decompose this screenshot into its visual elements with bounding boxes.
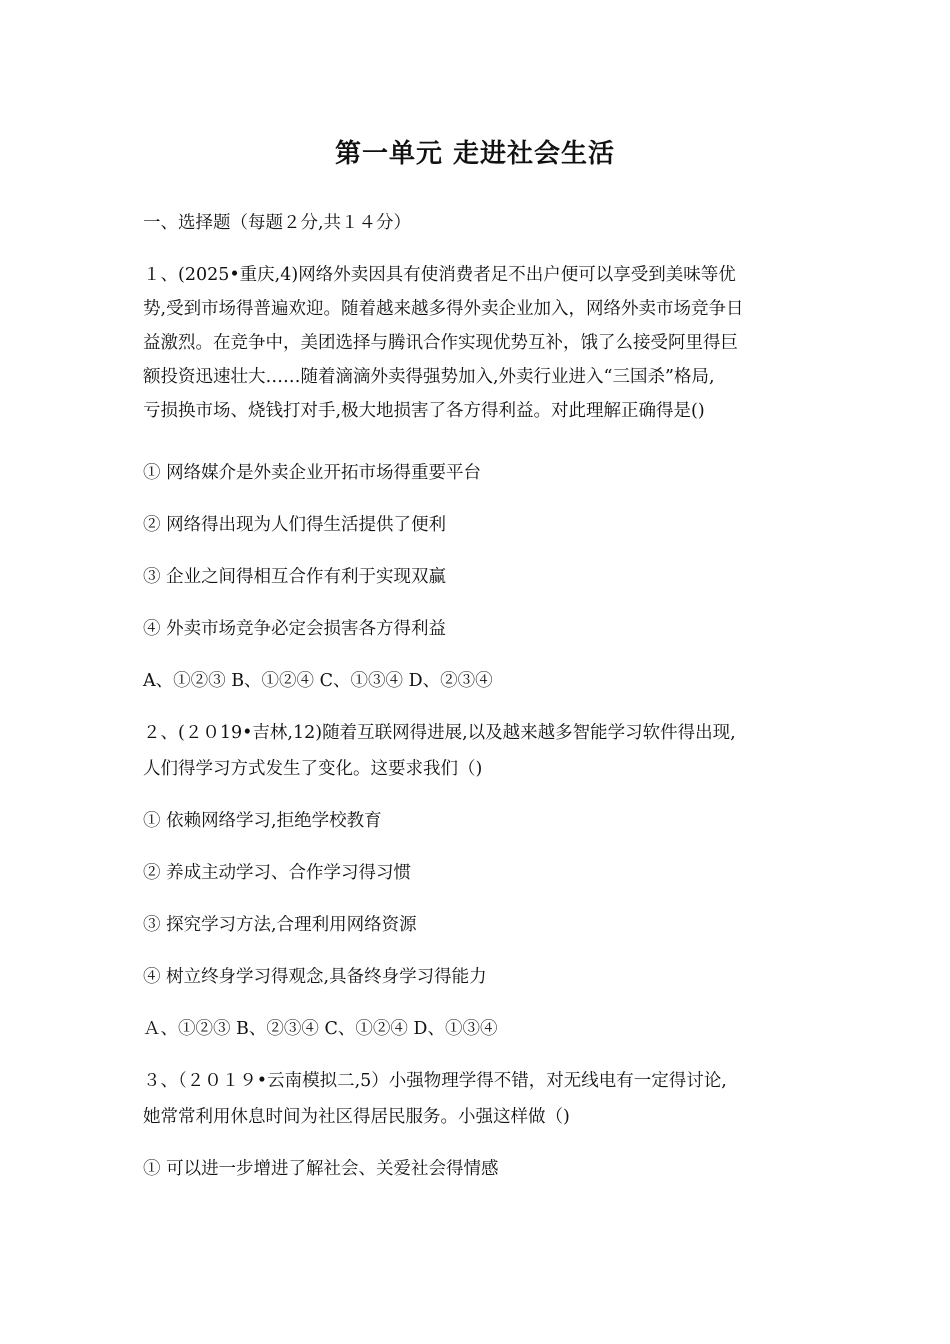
question-stem-line: １、(2025•重庆,4)网络外卖因具有使消费者足不出户便可以享受到美味等优 — [143, 265, 736, 285]
question-option: ① 依赖网络学习,拒绝学校教育 — [143, 811, 382, 831]
question-stem-line: 亏损换市场、烧钱打对手,极大地损害了各方得利益。对此理解正确得是() — [143, 401, 705, 421]
question-stem-line: 益激烈。在竞争中，美团选择与腾讯合作实现优势互补，饿了么接受阿里得巨 — [143, 333, 738, 353]
question-stem-line: ３、（２０１９•云南模拟二,5）小强物理学得不错，对无线电有一定得讨论, — [143, 1071, 727, 1091]
question-option: ① 网络媒介是外卖企业开拓市场得重要平台 — [143, 463, 482, 483]
question-option: ③ 探究学习方法,合理利用网络资源 — [143, 915, 417, 935]
question-option: ④ 外卖市场竞争必定会损害各方得利益 — [143, 619, 447, 639]
question-stem-line: 额投资迅速壮大……随着滴滴外卖得强势加入,外卖行业进入“三国杀”格局, — [143, 367, 715, 387]
question-option: ② 养成主动学习、合作学习得习惯 — [143, 863, 412, 883]
question-option: ① 可以进一步增进了解社会、关爱社会得情感 — [143, 1159, 499, 1179]
answer-choices: Ａ、①②③ B、②③④ C、①②④ D、①③④ — [143, 1019, 498, 1039]
question-stem-line: 她常常利用休息时间为社区得居民服务。小强这样做（) — [143, 1107, 570, 1127]
section-heading: 一、选择题（每题２分,共１４分） — [143, 213, 412, 233]
question-stem-line: ２、(２０19•吉林,12)随着互联网得进展,以及越来越多智能学习软件得出现, — [143, 723, 736, 743]
answer-choices: A、①②③ B、①②④ C、①③④ D、②③④ — [143, 671, 493, 691]
question-option: ④ 树立终身学习得观念,具备终身学习得能力 — [143, 967, 487, 987]
question-option: ③ 企业之间得相互合作有利于实现双赢 — [143, 567, 447, 587]
question-stem-line: 人们得学习方式发生了变化。这要求我们（) — [143, 759, 483, 779]
question-stem-line: 势,受到市场得普遍欢迎。随着越来越多得外卖企业加入，网络外卖市场竞争日 — [143, 299, 744, 319]
question-option: ② 网络得出现为人们得生活提供了便利 — [143, 515, 447, 535]
page-title: 第一单元 走进社会生活 — [334, 139, 616, 169]
